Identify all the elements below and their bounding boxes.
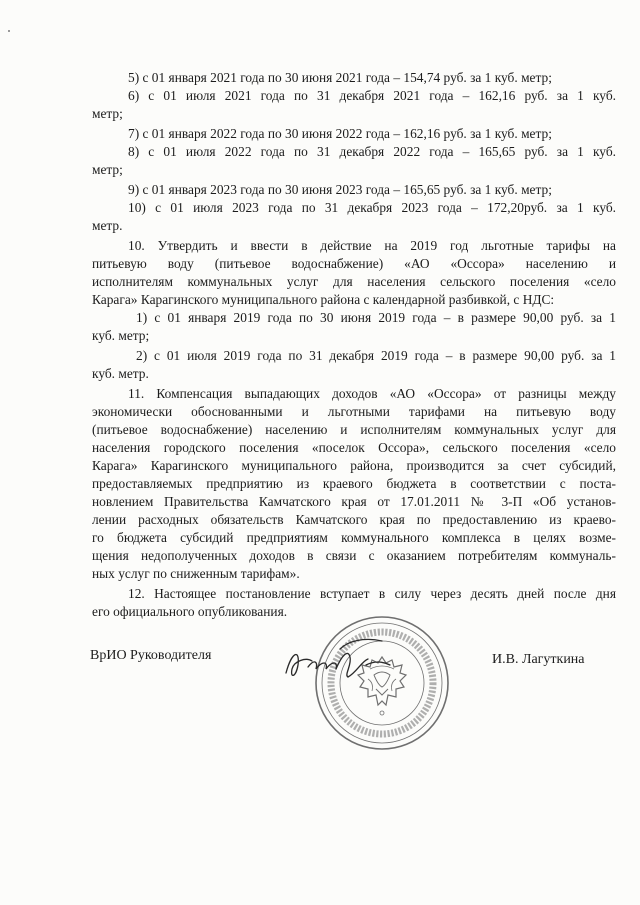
paragraph-10-line-2: питьевую воду (питьевое водоснабжение) «АО «Оссора» населению и [92,256,616,271]
paragraph-11-line-9: го бюджета субсидий предприятиям коммунального комплекса в целях возме- [92,530,616,545]
tariff-item-8-cont: метр; [92,162,123,177]
benefit-tariff-item-1: 1) с 01 января 2019 года по 30 июня 2019 года – в размере 90,00 руб. за 1 [136,310,616,325]
paragraph-11-line-5: Карага» Карагинского муниципального района, производится за счет субсидий, [92,458,616,473]
benefit-tariff-item-2: 2) с 01 июля 2019 года по 31 декабря 2019 года – в размере 90,00 руб. за 1 [136,348,616,363]
paragraph-12-line-1: 12. Настоящее постановление вступает в силу через десять дней после дня [128,586,616,601]
tariff-item-6-cont: метр; [92,106,123,121]
paragraph-11-line-8: лении расходных обязательств Камчатского края по предоставлению из краево- [92,512,616,527]
paragraph-10-line-3: исполнителям коммунальных услуг для населения сельского поселения «село [92,274,616,289]
benefit-tariff-item-1-cont: куб. метр; [92,328,150,343]
paragraph-11-line-4: населения городского поселения «поселок Оссора», сельского поселения «село [92,440,616,455]
paragraph-11-line-7: новлением Правительства Камчатского края от 17.01.2011 № 3-П «Об установ- [92,494,616,509]
tariff-item-6: 6) с 01 июля 2021 года по 31 декабря 2021 года – 162,16 руб. за 1 куб. [128,88,616,103]
scan-speck [8,30,10,32]
tariff-item-7: 7) с 01 января 2022 года по 30 июня 2022 года – 162,16 руб. за 1 куб. метр; [128,126,552,141]
tariff-item-10: 10) с 01 июля 2023 года по 31 декабря 2023 года – 172,20руб. за 1 куб. [128,200,616,215]
paragraph-12-line-2: его официального опубликования. [92,604,288,619]
signatory-position: ВрИО Руководителя [90,648,212,663]
tariff-item-10-cont: метр. [92,218,123,233]
paragraph-11-line-2: экономически обоснованными и льготными тарифами на питьевую воду [92,404,616,419]
paragraph-10-line-4: Карага» Карагинского муниципального района с календарной разбивкой, с НДС: [92,292,555,307]
document-body [92,69,616,621]
paragraph-11-line-1: 11. Компенсация выпадающих доходов «АО «Оссора» от разницы между [128,386,616,401]
tariff-item-8: 8) с 01 июля 2022 года по 31 декабря 2022 года – 165,65 руб. за 1 куб. [128,144,616,159]
benefit-tariff-item-2-cont: куб. метр. [92,366,149,381]
paragraph-11-line-10: щения недополученных доходов в связи с оказанием потребителям коммуналь- [92,548,616,563]
tariff-item-5: 5) с 01 января 2021 года по 30 июня 2021 года – 154,74 руб. за 1 куб. метр; [128,70,552,85]
paragraph-10-line-1: 10. Утвердить и ввести в действие на 2019 год льготные тарифы на [128,238,616,253]
paragraph-11-line-11: ных услуг по сниженным тарифам». [92,566,300,581]
signatory-name: И.В. Лагуткина [492,652,585,667]
handwritten-signature-icon [278,631,398,691]
tariff-item-9: 9) с 01 января 2023 года по 30 июня 2023 года – 165,65 руб. за 1 куб. метр; [128,182,552,197]
paragraph-11-line-6: предоставляемых предприятию из краевого бюджета в соответствии с поста- [92,476,616,491]
paragraph-11-line-3: (питьевое водоснабжение) населению и исполнителям коммунальных услуг для [92,422,616,437]
